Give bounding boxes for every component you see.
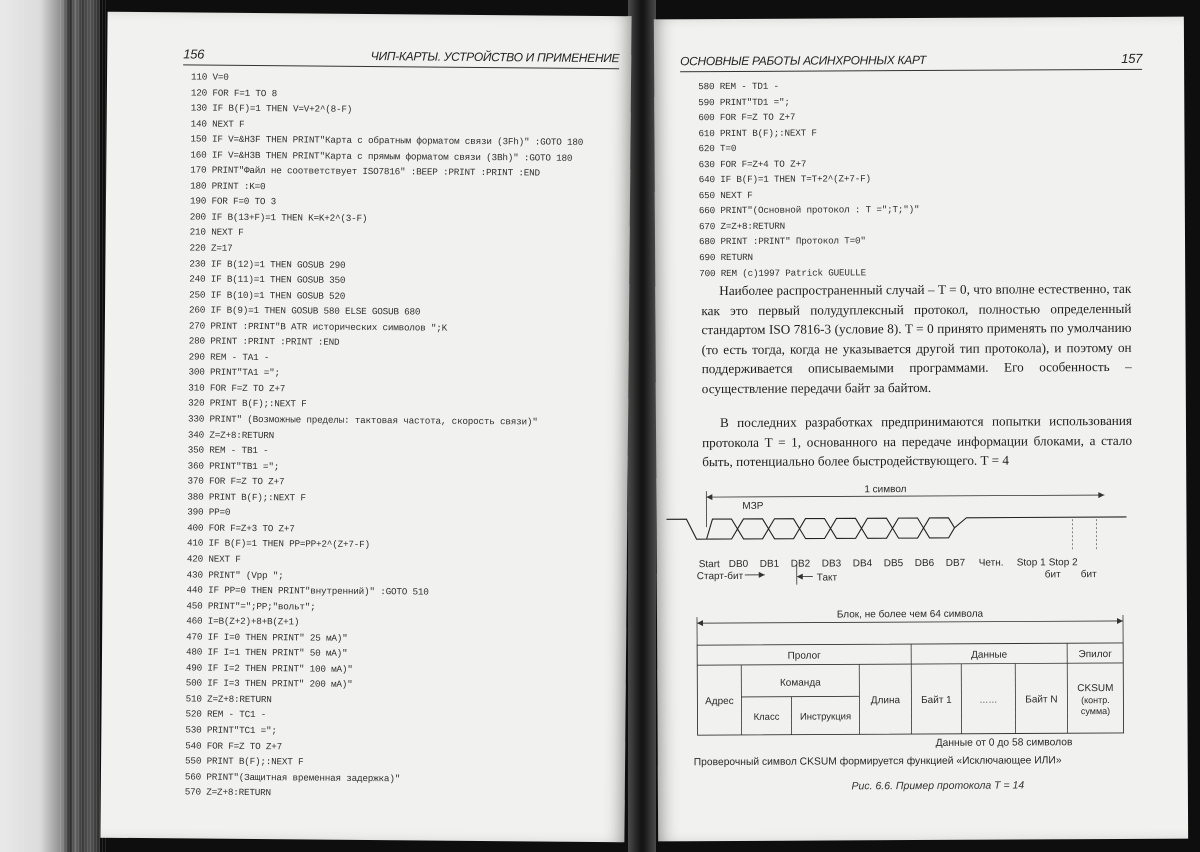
char-label: 1 символ — [864, 484, 907, 496]
address-label: Адрес — [705, 695, 734, 708]
right-code-line: 590 PRINT"TD1 ="; — [698, 96, 790, 108]
right-code-line: 670 Z=Z+8:RETURN — [698, 220, 786, 233]
left-code-line: 170 PRINT"Файл не соответствует ISO7816" :BEEP :PRINT :PRINT :END — [190, 164, 540, 179]
block-span-arrow — [697, 621, 1123, 623]
left-code-line: 330 PRINT" (Возможные пределы: тактовая частота, скорость связи)" — [188, 413, 538, 428]
left-running-head — [183, 40, 619, 69]
left-code-line: 550 PRINT B(F);:NEXT F — [185, 755, 304, 768]
start-bit-label: Старт-бит — [696, 570, 744, 583]
block-arrow-head-left — [697, 620, 703, 626]
right-code-line: 650 NEXT F — [698, 189, 753, 201]
left-code-line: 240 IF B(11)=1 THEN GOSUB 350 — [189, 273, 346, 286]
left-running-title: ЧИП-КАРТЫ. УСТРОЙСТВО И ПРИМЕНЕНИЕ — [370, 49, 620, 66]
left-code-line: 340 Z=Z+8:RETURN — [187, 429, 275, 441]
left-code-line: 560 PRINT"(Защитная временная задержка)" — [184, 771, 401, 784]
command-row-line — [741, 696, 859, 697]
right-code-line: 690 RETURN — [699, 251, 753, 264]
left-code-line: 390 PP=0 — [187, 506, 231, 519]
left-code-line: 110 V=0 — [190, 71, 229, 83]
checksum-note: Проверочный символ CKSUM формируется функцией «Исключающее ИЛИ» — [693, 755, 1062, 769]
cksum-note: (контр. сумма) — [1080, 695, 1111, 717]
bit-label: DB5 — [883, 558, 904, 570]
header-row-line — [697, 663, 1123, 665]
left-code-line: 520 REM - TC1 - — [185, 708, 267, 721]
left-code-line: 480 IF I=1 THEN PRINT" 50 мА)" — [185, 646, 348, 660]
right-code-line: 680 PRINT :PRINT" Протокол T=0" — [698, 235, 866, 248]
data-label: Данные — [971, 649, 1008, 661]
epilogue-label: Эпилог — [1078, 649, 1112, 661]
left-code-line: 180 PRINT :K=0 — [190, 180, 266, 192]
left-code-line: 270 PRINT :PRINT"В ATR исторических символов ";K — [188, 320, 448, 334]
right-code-listing — [698, 78, 920, 281]
clock-arrow-head — [797, 574, 803, 580]
left-code-line: 570 Z=Z+8:RETURN — [184, 786, 271, 799]
right-code-line: 580 REM - TD1 - — [698, 80, 779, 93]
start-bit-arrow-head — [759, 572, 765, 578]
left-code-line: 450 PRINT"=";PP;"вольт"; — [186, 600, 316, 613]
left-code-line: 290 REM - TA1 - — [188, 351, 270, 363]
left-code-line: 370 FOR F=Z TO Z+7 — [187, 475, 285, 488]
left-code-line: 350 REM - TB1 - — [187, 444, 269, 457]
msb-label: МЗР — [742, 500, 764, 512]
bit-label: DB2 — [790, 558, 811, 570]
right-running-title: ОСНОВНЫЕ РАБОТЫ АСИНХРОННЫХ КАРТ — [680, 52, 927, 69]
clock-label: Такт — [816, 572, 838, 584]
bit-label: Четн. — [978, 557, 1004, 569]
bit-labels — [699, 557, 1078, 570]
right-page — [654, 17, 1188, 842]
left-code-line: 420 NEXT F — [186, 553, 241, 565]
signal-waveform — [666, 517, 1126, 539]
stop2-sub-label: бит — [1080, 569, 1097, 581]
book-page-edges — [0, 0, 100, 852]
instruction-label: Инструкция — [799, 711, 852, 723]
bit-label: DB7 — [945, 557, 966, 569]
left-code-line: 460 I=B(Z+2)+8+B(Z+1) — [186, 615, 300, 628]
left-code-line: 500 IF I=3 THEN PRINT" 200 мА)" — [185, 677, 353, 691]
char-span-arrow — [706, 495, 1104, 497]
right-running-head — [680, 45, 1142, 72]
cksum-label: CKSUM — [1077, 682, 1114, 695]
left-code-line: 220 Z=17 — [189, 242, 233, 254]
left-code-line: 510 Z=Z+8:RETURN — [185, 693, 272, 706]
left-code-line: 210 NEXT F — [189, 226, 244, 239]
left-code-line: 540 FOR F=Z TO Z+7 — [185, 739, 283, 752]
bit-label: Stop 2 — [1048, 557, 1078, 569]
figure-caption: Рис. 6.6. Пример протокола T = 14 — [851, 779, 1025, 793]
left-code-line: 410 IF B(F)=1 THEN PP=PP+2^(Z+7-F) — [186, 537, 370, 551]
left-code-line: 530 PRINT"TC1 ="; — [185, 724, 277, 737]
class-label: Класс — [753, 711, 780, 723]
bit-label: DB3 — [821, 558, 842, 570]
bit-label: DB0 — [728, 558, 749, 571]
left-code-line: 280 PRINT :PRINT :PRINT :END — [188, 335, 340, 349]
left-code-line: 150 IF V=&H3F THEN PRINT"Карта с обратным форматом связи (3Fh)" :GOTO 180 — [190, 133, 584, 149]
left-code-line: 230 IF B(12)=1 THEN GOSUB 290 — [189, 258, 346, 271]
char-arrow-head-right — [1098, 492, 1104, 498]
book-gutter — [628, 0, 656, 852]
left-code-line: 380 PRINT B(F);:NEXT F — [187, 491, 306, 504]
right-code-line: 600 FOR F=Z TO Z+7 — [698, 111, 796, 124]
left-code-line: 130 IF B(F)=1 THEN V=V+2^(8-F) — [190, 102, 353, 115]
right-code-line: 640 IF B(F)=1 THEN T=T+2^(Z+7-F) — [698, 173, 871, 186]
bit-label: DB1 — [759, 558, 780, 570]
left-code-line: 310 FOR F=Z TO Z+7 — [188, 382, 286, 395]
right-code-line: 620 T=0 — [698, 143, 737, 155]
left-code-line: 260 IF B(9)=1 THEN GOSUB 580 ELSE GOSUB 680 — [188, 304, 421, 318]
left-code-line: 300 PRINT"TA1 ="; — [188, 366, 280, 379]
bit-label: DB4 — [852, 558, 873, 570]
left-code-line: 430 PRINT" (Vpp "; — [186, 568, 284, 581]
block-diagram — [657, 599, 1188, 742]
right-page-number: 157 — [1121, 50, 1143, 66]
right-code-line: 700 REM (c)1997 Patrick GUEULLE — [699, 266, 866, 279]
paragraph-1: Наиболее распространенный случай – T = 0, что вполне естественно, так как это первый полудуплексный протокол, полностью определенный стандартом ISO 7816-3 (условие 8). T = 0 принято применять по умолчанию (то есть тогда, когда не указывается другой тип протокола), и поэтому он поддерживается описываемыми программами. Его особенность – осуществление передачи байт за байтом. — [701, 280, 1132, 397]
byte-ellipsis: …… — [979, 694, 998, 705]
left-code-line: 440 IF PP=0 THEN PRINT"внутренний)" :GOTO 510 — [186, 584, 429, 598]
left-code-line: 250 IF B(10)=1 THEN GOSUB 520 — [189, 289, 346, 302]
page-edge-lines — [60, 0, 106, 852]
paragraph-2: В последних разработках предпринимаются попытки использования протокола T = 1, основанного на передаче информации блоками, а стало быть, потенциально более быстродействующего. T = 4 — [702, 412, 1133, 470]
char-arrow-head-left — [706, 494, 712, 500]
stop1-sub-label: бит — [1044, 569, 1061, 581]
left-page-number: 156 — [183, 46, 205, 62]
byte1-label: Байт 1 — [921, 694, 952, 707]
right-code-line: 610 PRINT B(F);:NEXT F — [698, 127, 817, 139]
left-code-line: 470 IF I=0 THEN PRINT" 25 мА)" — [186, 631, 348, 644]
left-code-line: 320 PRINT B(F);:NEXT F — [188, 397, 307, 410]
byten-label: Байт N — [1025, 694, 1058, 706]
left-code-line: 360 PRINT"TB1 ="; — [187, 460, 280, 472]
timing-diagram — [656, 479, 1187, 592]
bit-label: Stop 1 — [1016, 557, 1046, 569]
left-page — [100, 12, 631, 843]
left-code-line: 190 FOR F=0 TO 3 — [189, 195, 277, 208]
left-code-line: 490 IF I=2 THEN PRINT" 100 мА)" — [185, 662, 353, 675]
length-label: Длина — [870, 695, 901, 707]
command-label: Команда — [779, 677, 821, 689]
cksum-note-box — [1069, 695, 1121, 731]
block-arrow-head-right — [1117, 618, 1123, 624]
right-code-line: 660 PRINT"(Основной протокол : T =";T;")" — [698, 204, 920, 217]
data-range-note: Данные от 0 до 58 символов — [935, 737, 1073, 749]
left-code-line: 200 IF B(13+F)=1 THEN K=K+2^(3-F) — [189, 211, 368, 224]
left-code-line: 400 FOR F=Z+3 TO Z+7 — [187, 522, 295, 535]
left-code-listing — [185, 69, 584, 803]
right-code-line: 630 FOR F=Z+4 TO Z+7 — [698, 158, 807, 170]
left-code-line: 160 IF V=&H3B THEN PRINT"Карта с прямым форматом связи (3Bh)" :GOTO 180 — [190, 149, 573, 164]
prologue-label: Пролог — [787, 650, 821, 662]
bit-label: Start — [698, 559, 720, 571]
left-code-line: 120 FOR F=1 TO 8 — [190, 87, 278, 99]
block-top-label: Блок, не более чем 64 символа — [836, 608, 984, 621]
bit-label: DB6 — [914, 557, 935, 570]
left-code-line: 140 NEXT F — [190, 118, 245, 130]
